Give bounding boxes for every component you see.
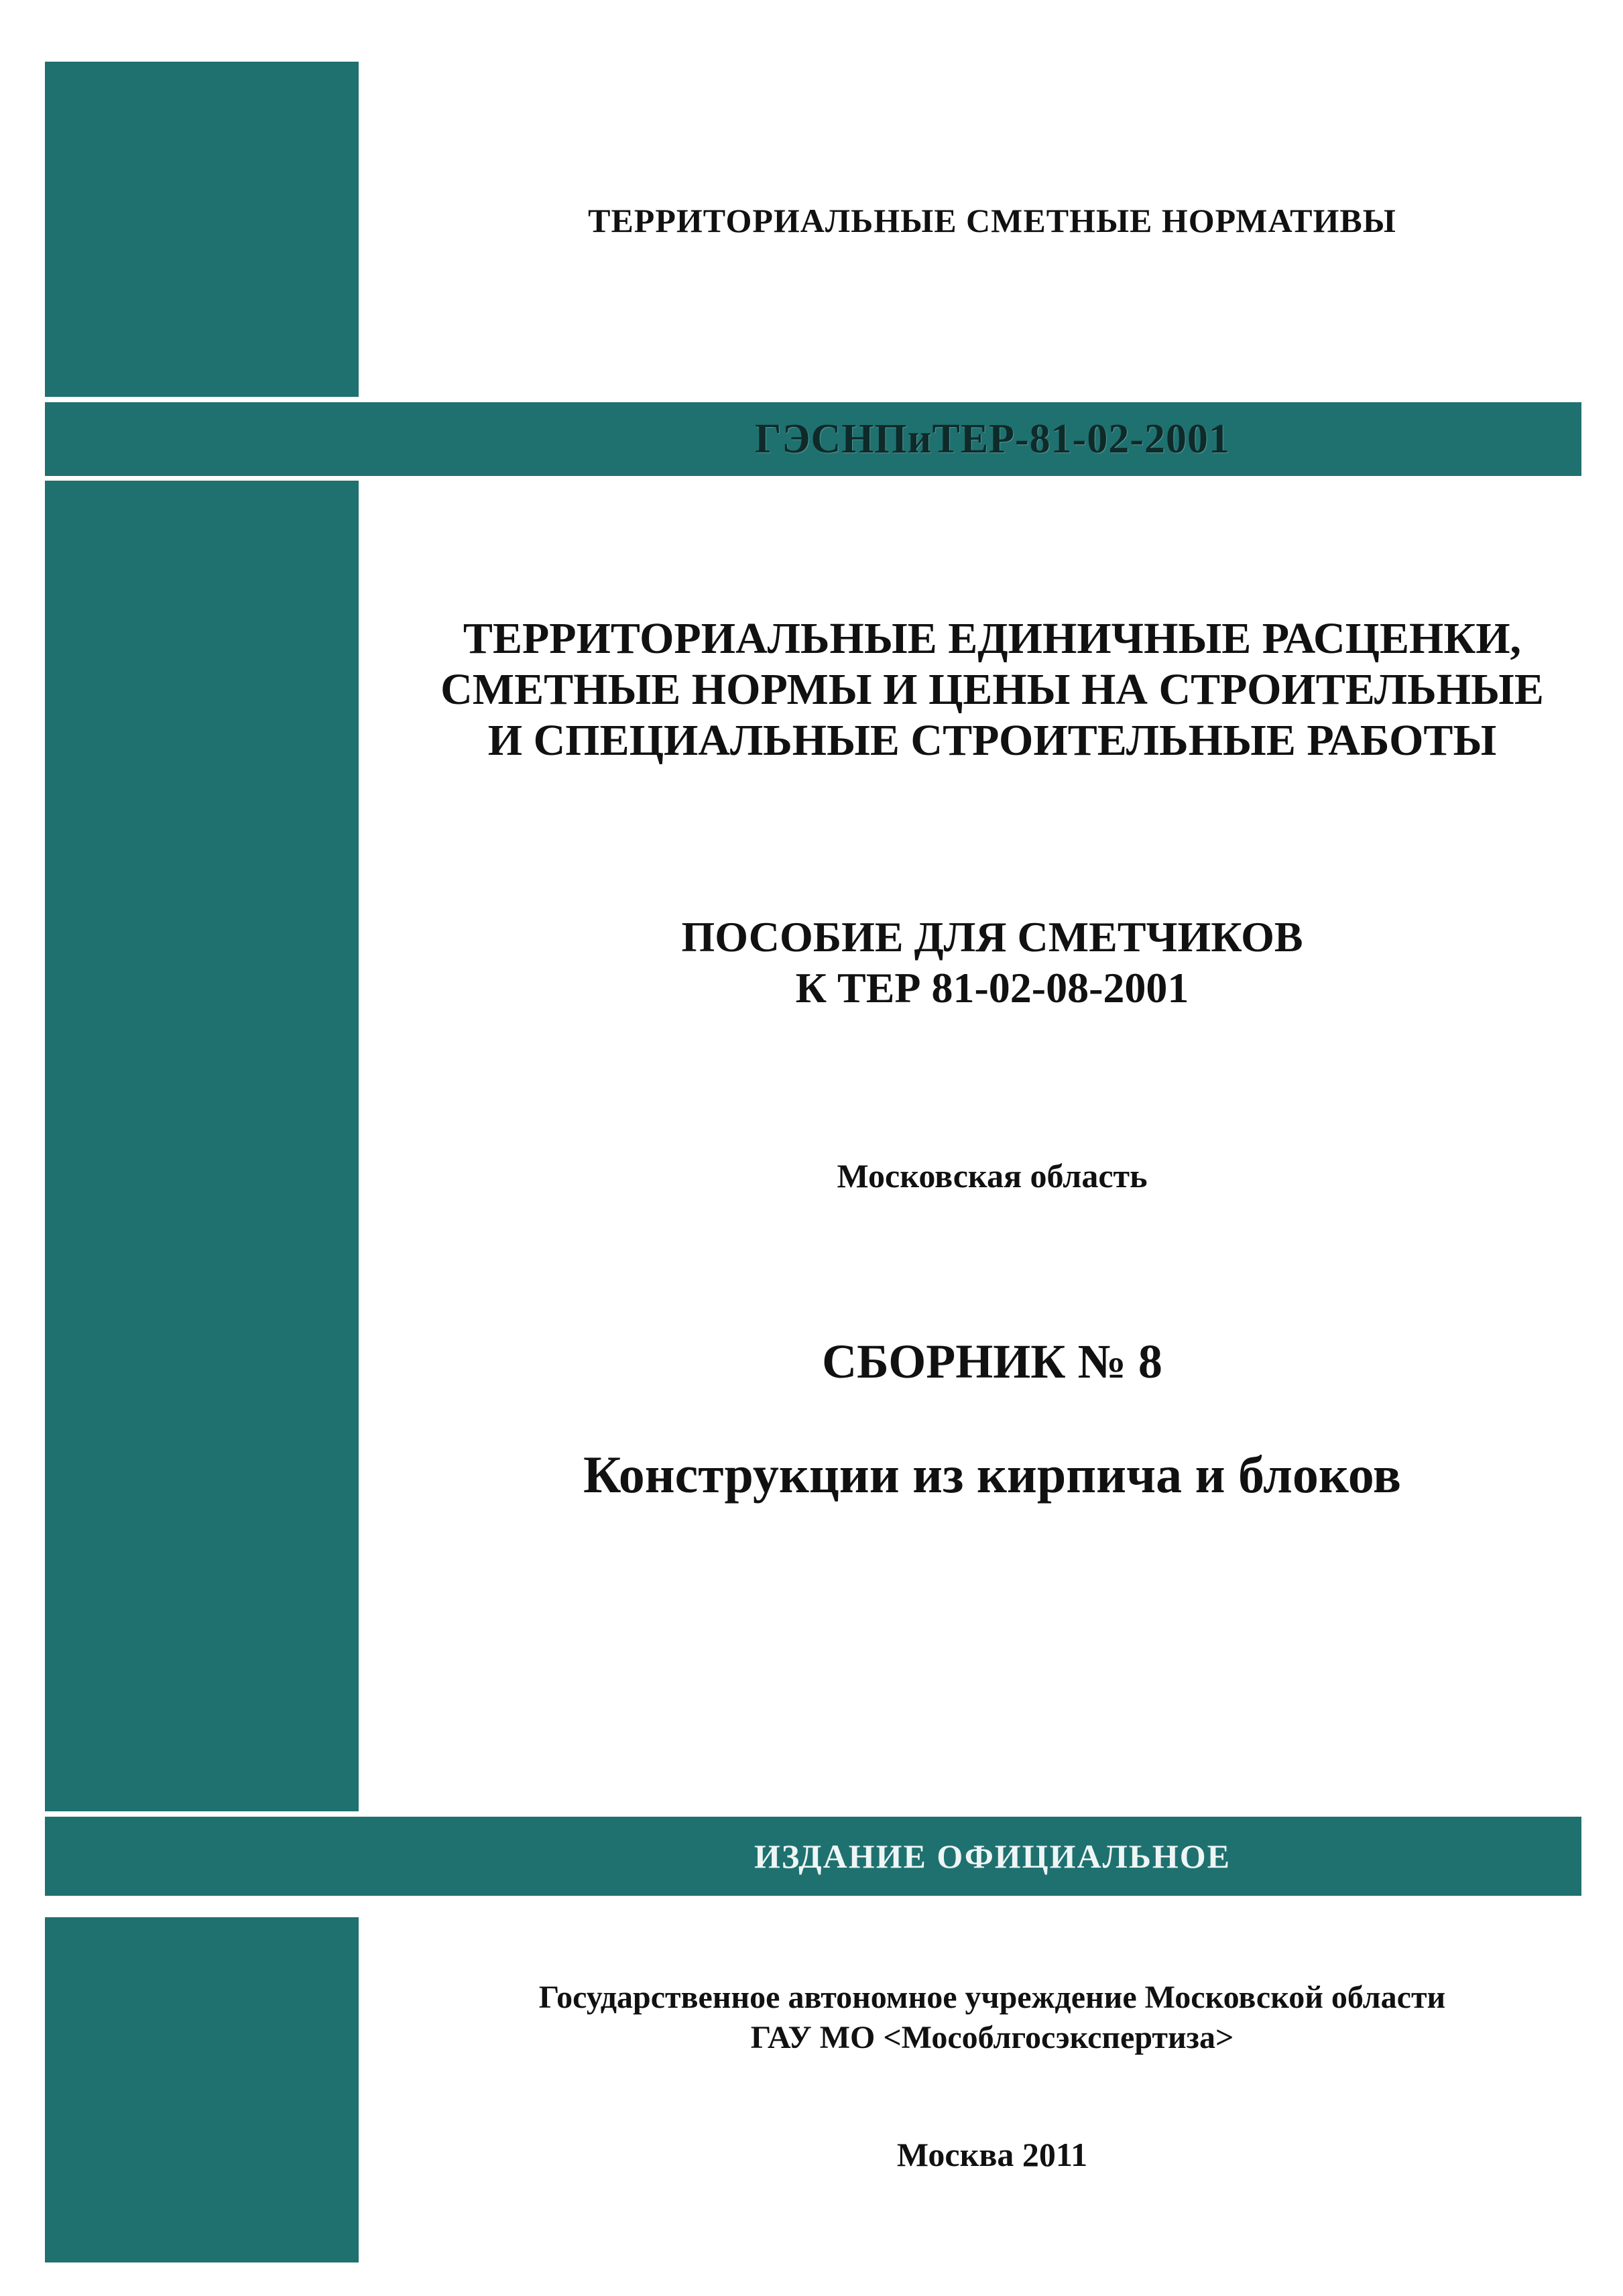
region: Московская область [837, 1157, 1148, 1195]
publisher-line: ГАУ МО <Мособлгосэкспертиза> [750, 2020, 1234, 2055]
series-title: ТЕРРИТОРИАЛЬНЫЕ СМЕТНЫЕ НОРМАТИВЫ [588, 202, 1396, 239]
main-title-line: И СПЕЦИАЛЬНЫЕ СТРОИТЕЛЬНЫЕ РАБОТЫ [487, 716, 1497, 765]
guide-title-line: ПОСОБИЕ ДЛЯ СМЕТЧИКОВ [681, 913, 1303, 961]
main-title-line: СМЕТНЫЕ НОРМЫ И ЦЕНЫ НА СТРОИТЕЛЬНЫЕ [440, 665, 1544, 714]
main-title-line: ТЕРРИТОРИАЛЬНЫЕ ЕДИНИЧНЫЕ РАСЦЕНКИ, [463, 614, 1522, 663]
main-title [362, 613, 1622, 766]
code-banner [45, 402, 1581, 476]
edition-banner [45, 1817, 1581, 1896]
document-code: ГЭСНПиТЕР-81-02-2001 [755, 416, 1230, 462]
city-year: Москва 2011 [896, 2136, 1088, 2173]
teal-column-middle [45, 481, 359, 1811]
publisher-line: Государственное автономное учреждение Московской области [538, 1980, 1446, 2015]
teal-column-top [45, 62, 359, 397]
guide-title [362, 912, 1622, 1014]
guide-title-line: К ТЕР 81-02-08-2001 [795, 964, 1189, 1012]
collection-subject: Конструкции из кирпича и блоков [583, 1445, 1401, 1504]
publisher [362, 1978, 1622, 2058]
collection-number: СБОРНИК № 8 [822, 1335, 1162, 1388]
teal-column-bottom [45, 1917, 359, 2262]
edition-label: ИЗДАНИЕ ОФИЦИАЛЬНОЕ [754, 1837, 1231, 1875]
